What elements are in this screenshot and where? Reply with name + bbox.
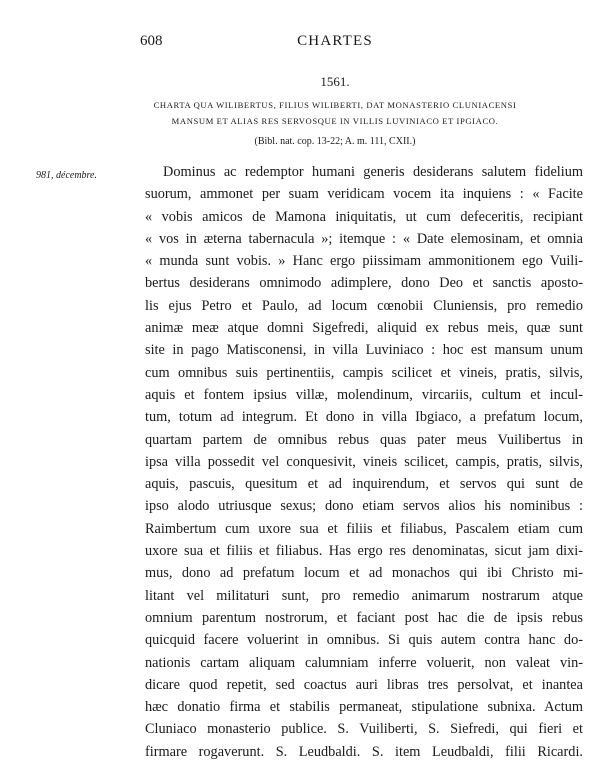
charter-title xyxy=(140,97,530,129)
text-line: mus, dono ad prefatum locum et ad monachos qui ibi Christo mi- xyxy=(145,565,583,582)
text-line: aquis, pascuis, quesitum et ad inquirendum, et servos qui sunt de xyxy=(145,476,583,493)
margin-date: 981, décembre. xyxy=(36,170,97,181)
text-line: quicquid facere voluerint in omnibus. Si quis autem contra hanc do- xyxy=(145,632,583,649)
text-line: Dominus ac redemptor humani generis desiderans salutem fidelium xyxy=(163,164,583,180)
charter-number: 1561. xyxy=(320,74,350,89)
text-line: hæc donatio firma et stabilis permaneat, stipulatione subnixa. Actum xyxy=(145,699,583,716)
text-line: Raimbertum cum uxore sua et filiis et filiabus, Pascalem etiam cum xyxy=(145,520,583,537)
text-line: Cluniaco monasterio publice. S. Vuiliberti, S. Siefredi, qui fieri et xyxy=(145,721,583,738)
text-line: ipsa villa possedit vel conquesivit, vineis scilicet, campis, pratis, silvis, xyxy=(145,453,583,470)
text-line: lis ejus Petro et Paulo, ad locum cœnobii Cluniensis, pro remedio xyxy=(145,297,583,314)
page-number: 608 xyxy=(140,33,163,49)
text-line: « vobis amicos de Mamona iniquitatis, ut cum defeceritis, recipiant xyxy=(145,208,583,225)
text-line: cum omnibus suis pertinentiis, campis scilicet et vineis, pratis, silvis, xyxy=(145,364,583,381)
text-line: site in pago Matisconensi, in villa Luviniaco : hoc est mansum unum xyxy=(145,342,583,359)
charter-title-line: MANSUM ET ALIAS RES SERVOSQUE IN VILLIS LUVINIACO ET IPGIACO. xyxy=(171,116,499,126)
text-line: dicare quod repetit, sed coactus auri libras tres persolvat, et inantea xyxy=(145,676,583,693)
text-line: litant vel militaturi sunt, pro remedio animarum nostrarum atque xyxy=(145,587,583,604)
text-line: bertus desiderans omnimodo adimplere, dono Deo et sanctis aposto- xyxy=(145,275,583,292)
text-line: omnium parentum nostrorum, et faciant post hac die de ipsis rebus xyxy=(145,609,583,626)
running-head: CHARTES xyxy=(297,33,373,49)
text-line: aquis et fontem ipsius villæ, molendinum, vircariis, cultum et incul- xyxy=(145,386,583,403)
charter-title-line: CHARTA QUA WILIBERTUS, FILIUS WILIBERTI, DAT MONASTERIO CLUNIACENSI xyxy=(153,100,517,110)
text-line: firmare rogaverunt. S. Leudbaldi. S. item Leudbaldi, filii Ricardi. xyxy=(145,743,583,760)
text-line: « vos in æterna tabernacula »; itemque : « Date elemosinam, et omnia xyxy=(145,230,583,247)
text-line: nationis cartam aliquam calumniam inferre voluerit, non valeat vin- xyxy=(145,654,583,671)
text-line: tum, totum ad integrum. Et dono in villa Ibgiaco, a prefatum locum, xyxy=(145,409,583,426)
text-line: ipso alodo utriusque sexus; dono etiam servos alios his nominibus : xyxy=(145,498,583,515)
text-line: animæ meæ atque domni Sigefredi, aliquid ex rebus meis, quæ sunt xyxy=(145,320,583,337)
charter-text xyxy=(145,161,583,763)
text-line: quartam partem de omnibus rebus quas pater meus Vuilibertus in xyxy=(145,431,583,448)
text-line: suorum, ammonet per suam veridicam vocem ita inquiens : « Facite xyxy=(145,186,583,203)
text-line: uxore sua et filiis et filiabus. Has ergo res denominatas, sicut jam dixi- xyxy=(145,543,583,560)
source-reference: (Bibl. nat. cop. 13-22; A. m. 111, CXII.) xyxy=(254,136,416,147)
text-line: « munda sunt vobis. » Hanc ergo piissimam ammonitionem ego Vuili- xyxy=(145,253,583,270)
